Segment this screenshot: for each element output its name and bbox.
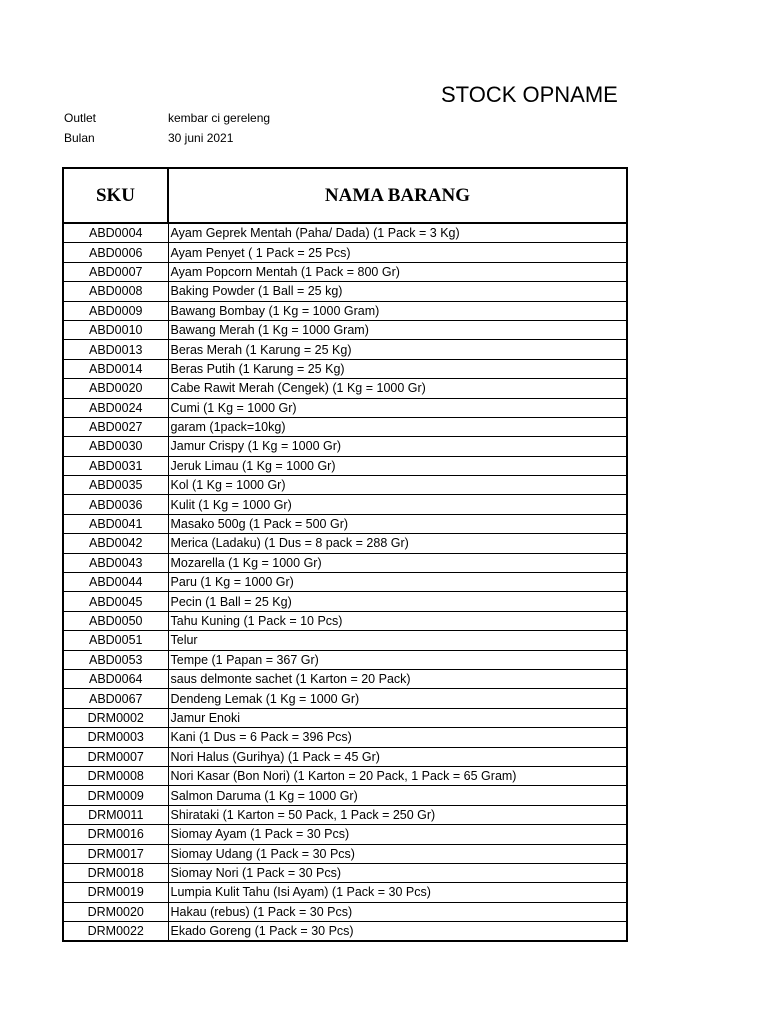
sku-cell: ABD0036 <box>63 495 168 514</box>
sku-cell: DRM0022 <box>63 922 168 942</box>
sku-cell: DRM0019 <box>63 883 168 902</box>
table-row <box>63 863 627 882</box>
item-name-cell: Mozarella (1 Kg = 1000 Gr) <box>168 553 627 572</box>
item-name-cell: Nori Halus (Gurihya) (1 Pack = 45 Gr) <box>168 747 627 766</box>
table-row <box>63 243 627 262</box>
item-name-cell: Bawang Merah (1 Kg = 1000 Gram) <box>168 320 627 339</box>
table-row <box>63 223 627 243</box>
table-row <box>63 825 627 844</box>
sku-cell: DRM0016 <box>63 825 168 844</box>
table-row <box>63 631 627 650</box>
item-name-cell: Merica (Ladaku) (1 Dus = 8 pack = 288 Gr) <box>168 534 627 553</box>
table-row <box>63 689 627 708</box>
item-name-cell: Paru (1 Kg = 1000 Gr) <box>168 573 627 592</box>
item-name-cell: Siomay Ayam (1 Pack = 30 Pcs) <box>168 825 627 844</box>
table-row <box>63 456 627 475</box>
outlet-value: kembar ci gereleng <box>168 111 271 125</box>
sku-cell: ABD0027 <box>63 417 168 436</box>
document-title: STOCK OPNAME <box>441 82 618 107</box>
sku-cell: ABD0045 <box>63 592 168 611</box>
bulan-value: 30 juni 2021 <box>168 131 234 145</box>
table-row <box>63 320 627 339</box>
sku-cell: ABD0042 <box>63 534 168 553</box>
sku-cell: ABD0051 <box>63 631 168 650</box>
item-name-cell: Dendeng Lemak (1 Kg = 1000 Gr) <box>168 689 627 708</box>
table-row <box>63 805 627 824</box>
item-name-cell: Hakau (rebus) (1 Pack = 30 Pcs) <box>168 902 627 921</box>
table-body <box>63 223 627 941</box>
item-name-cell: Beras Merah (1 Karung = 25 Kg) <box>168 340 627 359</box>
table-row <box>63 786 627 805</box>
sku-cell: ABD0064 <box>63 669 168 688</box>
sku-cell: ABD0014 <box>63 359 168 378</box>
sku-cell: ABD0009 <box>63 301 168 320</box>
table-row <box>63 282 627 301</box>
sku-cell: ABD0013 <box>63 340 168 359</box>
item-name-cell: Nori Kasar (Bon Nori) (1 Karton = 20 Pack, 1 Pack = 65 Gram) <box>168 766 627 785</box>
stock-table <box>62 167 628 942</box>
item-name-cell: Siomay Nori (1 Pack = 30 Pcs) <box>168 863 627 882</box>
item-name-cell: Jeruk Limau (1 Kg = 1000 Gr) <box>168 456 627 475</box>
sku-cell: DRM0003 <box>63 728 168 747</box>
table-row <box>63 495 627 514</box>
table-row <box>63 534 627 553</box>
sku-cell: ABD0050 <box>63 611 168 630</box>
item-name-cell: Telur <box>168 631 627 650</box>
sku-cell: DRM0008 <box>63 766 168 785</box>
sku-cell: ABD0007 <box>63 262 168 281</box>
item-name-cell: Tempe (1 Papan = 367 Gr) <box>168 650 627 669</box>
table-row <box>63 417 627 436</box>
table-row <box>63 650 627 669</box>
sku-cell: ABD0035 <box>63 476 168 495</box>
table-row <box>63 398 627 417</box>
sku-cell: ABD0010 <box>63 320 168 339</box>
table-row <box>63 747 627 766</box>
sku-cell: ABD0053 <box>63 650 168 669</box>
table-row <box>63 379 627 398</box>
item-name-cell: Lumpia Kulit Tahu (Isi Ayam) (1 Pack = 30 Pcs) <box>168 883 627 902</box>
table-row <box>63 553 627 572</box>
table-row <box>63 301 627 320</box>
sku-cell: ABD0020 <box>63 379 168 398</box>
item-name-cell: Cumi (1 Kg = 1000 Gr) <box>168 398 627 417</box>
item-name-cell: Siomay Udang (1 Pack = 30 Pcs) <box>168 844 627 863</box>
table-row <box>63 883 627 902</box>
table-row <box>63 262 627 281</box>
table-row <box>63 359 627 378</box>
item-name-cell: saus delmonte sachet (1 Karton = 20 Pack) <box>168 669 627 688</box>
item-name-cell: Kulit (1 Kg = 1000 Gr) <box>168 495 627 514</box>
table-row <box>63 728 627 747</box>
table-row <box>63 573 627 592</box>
item-name-cell: Ayam Popcorn Mentah (1 Pack = 800 Gr) <box>168 262 627 281</box>
item-name-cell: Shirataki (1 Karton = 50 Pack, 1 Pack = 250 Gr) <box>168 805 627 824</box>
item-name-cell: Ayam Geprek Mentah (Paha/ Dada) (1 Pack = 3 Kg) <box>168 223 627 243</box>
item-name-cell: Salmon Daruma (1 Kg = 1000 Gr) <box>168 786 627 805</box>
table-row <box>63 669 627 688</box>
item-name-cell: Jamur Enoki <box>168 708 627 727</box>
table-row <box>63 708 627 727</box>
table-row <box>63 844 627 863</box>
table-header-row <box>63 168 627 223</box>
table-row <box>63 476 627 495</box>
sku-cell: ABD0004 <box>63 223 168 243</box>
sku-cell: ABD0008 <box>63 282 168 301</box>
sku-cell: DRM0007 <box>63 747 168 766</box>
table-row <box>63 437 627 456</box>
item-name-cell: Kol (1 Kg = 1000 Gr) <box>168 476 627 495</box>
item-name-cell: Ayam Penyet ( 1 Pack = 25 Pcs) <box>168 243 627 262</box>
item-name-cell: Beras Putih (1 Karung = 25 Kg) <box>168 359 627 378</box>
item-name-cell: Ekado Goreng (1 Pack = 30 Pcs) <box>168 922 627 942</box>
sku-cell: ABD0006 <box>63 243 168 262</box>
sku-cell: ABD0067 <box>63 689 168 708</box>
item-name-cell: Baking Powder (1 Ball = 25 kg) <box>168 282 627 301</box>
sku-cell: DRM0002 <box>63 708 168 727</box>
sku-cell: ABD0044 <box>63 573 168 592</box>
nama-barang-header: NAMA BARANG <box>168 168 627 223</box>
table-row <box>63 514 627 533</box>
sku-cell: ABD0030 <box>63 437 168 456</box>
item-name-cell: Tahu Kuning (1 Pack = 10 Pcs) <box>168 611 627 630</box>
sku-cell: DRM0018 <box>63 863 168 882</box>
sku-cell: DRM0017 <box>63 844 168 863</box>
bulan-label: Bulan <box>64 131 95 145</box>
sku-cell: DRM0011 <box>63 805 168 824</box>
item-name-cell: garam (1pack=10kg) <box>168 417 627 436</box>
sku-header: SKU <box>63 168 168 223</box>
table-row <box>63 922 627 942</box>
sku-cell: ABD0043 <box>63 553 168 572</box>
item-name-cell: Bawang Bombay (1 Kg = 1000 Gram) <box>168 301 627 320</box>
sku-cell: ABD0024 <box>63 398 168 417</box>
table-row <box>63 611 627 630</box>
sku-cell: DRM0009 <box>63 786 168 805</box>
item-name-cell: Masako 500g (1 Pack = 500 Gr) <box>168 514 627 533</box>
sku-cell: ABD0041 <box>63 514 168 533</box>
item-name-cell: Pecin (1 Ball = 25 Kg) <box>168 592 627 611</box>
sku-cell: DRM0020 <box>63 902 168 921</box>
outlet-label: Outlet <box>64 111 97 125</box>
item-name-cell: Kani (1 Dus = 6 Pack = 396 Pcs) <box>168 728 627 747</box>
table-row <box>63 592 627 611</box>
item-name-cell: Jamur Crispy (1 Kg = 1000 Gr) <box>168 437 627 456</box>
item-name-cell: Cabe Rawit Merah (Cengek) (1 Kg = 1000 Gr) <box>168 379 627 398</box>
sku-cell: ABD0031 <box>63 456 168 475</box>
table-row <box>63 766 627 785</box>
table-row <box>63 902 627 921</box>
table-row <box>63 340 627 359</box>
